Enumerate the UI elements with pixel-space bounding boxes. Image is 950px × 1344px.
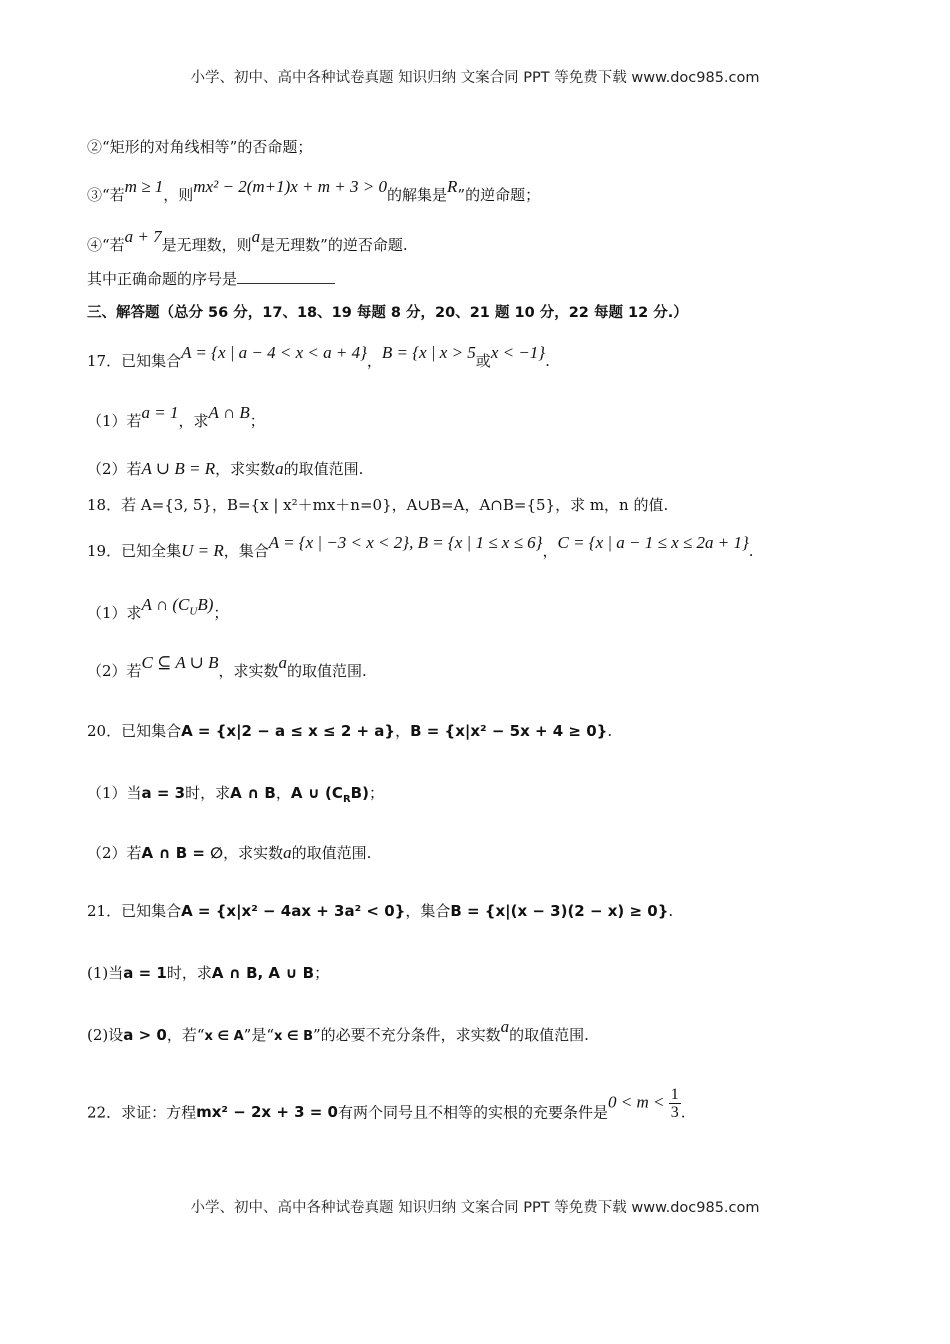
text: 的解集是 [387,186,448,204]
text: . [748,542,754,560]
math: B = {x | x > 5 [381,343,476,362]
math: B = {x|(x − 3)(2 − x) ≥ 0} [450,902,669,920]
text: （1）若 [87,412,142,430]
text: 20．已知集合 [87,722,182,740]
text: ”的逆命题； [457,186,541,204]
math-part: A ∪ (C [290,784,343,802]
math: a = 1 [141,403,179,422]
text: . [668,902,674,920]
math-part: A ∩ (C [141,595,190,614]
question-17 [87,343,550,372]
question-21-part-1 [87,962,329,984]
question-19-part-2 [87,653,367,682]
math: U = R [181,541,224,560]
math [291,782,369,811]
text: ； [249,412,265,430]
text: 时，求 [185,784,231,802]
math: mx² − 2x + 3 = 0 [196,1103,338,1122]
question-20-part-1 [87,782,384,811]
page-header: 小学、初中、高中各种试卷真题 知识归纳 文案合同 PPT 等免费下载 www.doc985.com [190,70,760,86]
text: 的取值范围. [283,460,364,478]
text: ，求实数 [215,460,276,478]
math: a = 3 [141,784,186,802]
math: a > 0 [123,1026,167,1044]
question-20 [87,720,612,742]
text: (1)当 [87,964,124,982]
text: 的取值范围. [509,1026,589,1044]
text: 的取值范围. [287,662,367,680]
text: ，集合 [405,902,451,920]
text: 21．已知集合 [87,902,182,920]
text: （2）若 [87,662,142,680]
text: ； [314,964,330,982]
text: 22．求证：方程 [87,1103,197,1122]
math: A ∪ B = R [141,459,216,478]
math: A = {x | a − 4 < x < a + 4} [181,343,367,362]
text: ，则 [163,186,194,204]
question-17-part-1 [87,403,265,432]
text: ”的必要不充分条件，求实数 [313,1026,501,1044]
text: ； [368,784,384,802]
math: x < −1} [490,343,546,362]
text: （2）若 [87,460,142,478]
text: ， [395,722,411,740]
item-3 [87,177,541,206]
math [608,1086,681,1121]
math: a [283,843,292,862]
subscript: R [342,794,351,805]
text: ， [542,542,558,560]
text: ”是“ [243,1026,274,1044]
math: mx² − 2(m+1)x + m + 3 > 0 [193,177,387,196]
math: a [500,1017,510,1036]
text: 其中正确命题的序号是 [87,270,238,288]
text: ，求实数 [223,844,284,862]
answer-prompt [87,268,335,290]
math: x ∈ B [274,1029,313,1044]
text: 或 [475,352,491,370]
text: 17．已知集合 [87,352,182,370]
page-footer: 小学、初中、高中各种试卷真题 知识归纳 文案合同 PPT 等免费下载 www.doc985.com [190,1200,760,1216]
question-17-part-2 [87,458,363,480]
question-22 [87,1086,686,1131]
text: （2）若 [87,844,142,862]
text: ④“若 [87,236,125,254]
text: . [545,352,550,370]
text: ③“若 [87,186,125,204]
text: (2)设 [87,1026,124,1044]
item-2-text: ②“矩形的对角线相等”的否命题； [87,138,313,156]
text: ，求实数 [218,662,279,680]
text: ，求 [178,412,209,430]
math: a = 1 [123,964,167,982]
math: m ≥ 1 [124,177,164,196]
math: A ∩ B [208,403,250,422]
fraction-denominator: 3 [670,1104,679,1121]
question-19 [87,533,754,562]
math: a [278,653,288,672]
math: B = {x|x² − 5x + 4 ≥ 0} [410,722,608,740]
math: A = {x | −3 < x < 2}, B = {x | 1 ≤ x ≤ 6} [268,533,543,552]
math-part: 0 < m < [608,1092,665,1112]
text: 是无理数，则 [161,236,252,254]
math-part: B) [197,595,214,614]
fraction-numerator: 1 [670,1086,679,1103]
text: ，若“ [166,1026,205,1044]
text: ； [213,604,229,622]
text: ， [366,352,382,370]
item-4 [87,227,408,256]
text: . [680,1103,686,1122]
text: . [607,722,613,740]
text: 时，求 [166,964,212,982]
text: （1）求 [87,604,142,622]
math: A ∩ B [230,784,276,802]
math: A ∩ B, A ∪ B [211,964,315,982]
fraction [669,1086,681,1121]
math: a + 7 [124,227,162,246]
math: x ∈ A [204,1029,244,1044]
question-18: 18．若 A={3, 5}，B={x | x²＋mx＋n=0}，A∪B=A，A∩B={5}，求 m，n 的值. [87,496,669,514]
question-19-part-1 [87,595,229,630]
subscript: U [189,605,198,618]
math: A = {x|2 − a ≤ x ≤ 2 + a} [181,722,396,740]
math: A = {x|x² − 4ax + 3a² < 0} [181,902,406,920]
math: C ⊆ A ∪ B [141,653,219,672]
text: 有两个同号且不相等的实根的充要条件是 [338,1103,609,1122]
item-2 [87,136,312,158]
math: C = {x | a − 1 ≤ x ≤ 2a + 1} [557,533,749,552]
text: 是无理数”的逆否命题. [260,236,408,254]
math [142,594,214,622]
question-21 [87,900,673,922]
text: ，集合 [223,542,269,560]
math: a [251,227,261,246]
math: A ∩ B = ∅ [141,844,224,862]
answer-blank [237,269,335,284]
math: a [275,459,284,478]
question-21-part-2 [87,1017,589,1048]
text: 19．已知全集 [87,542,182,560]
question-20-part-2 [87,842,371,864]
math-part: B) [350,784,369,802]
text: 的取值范围. [291,844,372,862]
text: ， [275,784,291,802]
math: R [447,177,458,196]
section-heading: 三、解答题（总分 56 分，17、18、19 每题 8 分，20、21 题 10 分，22 每题 12 分.） [87,305,688,321]
text: （1）当 [87,784,142,802]
